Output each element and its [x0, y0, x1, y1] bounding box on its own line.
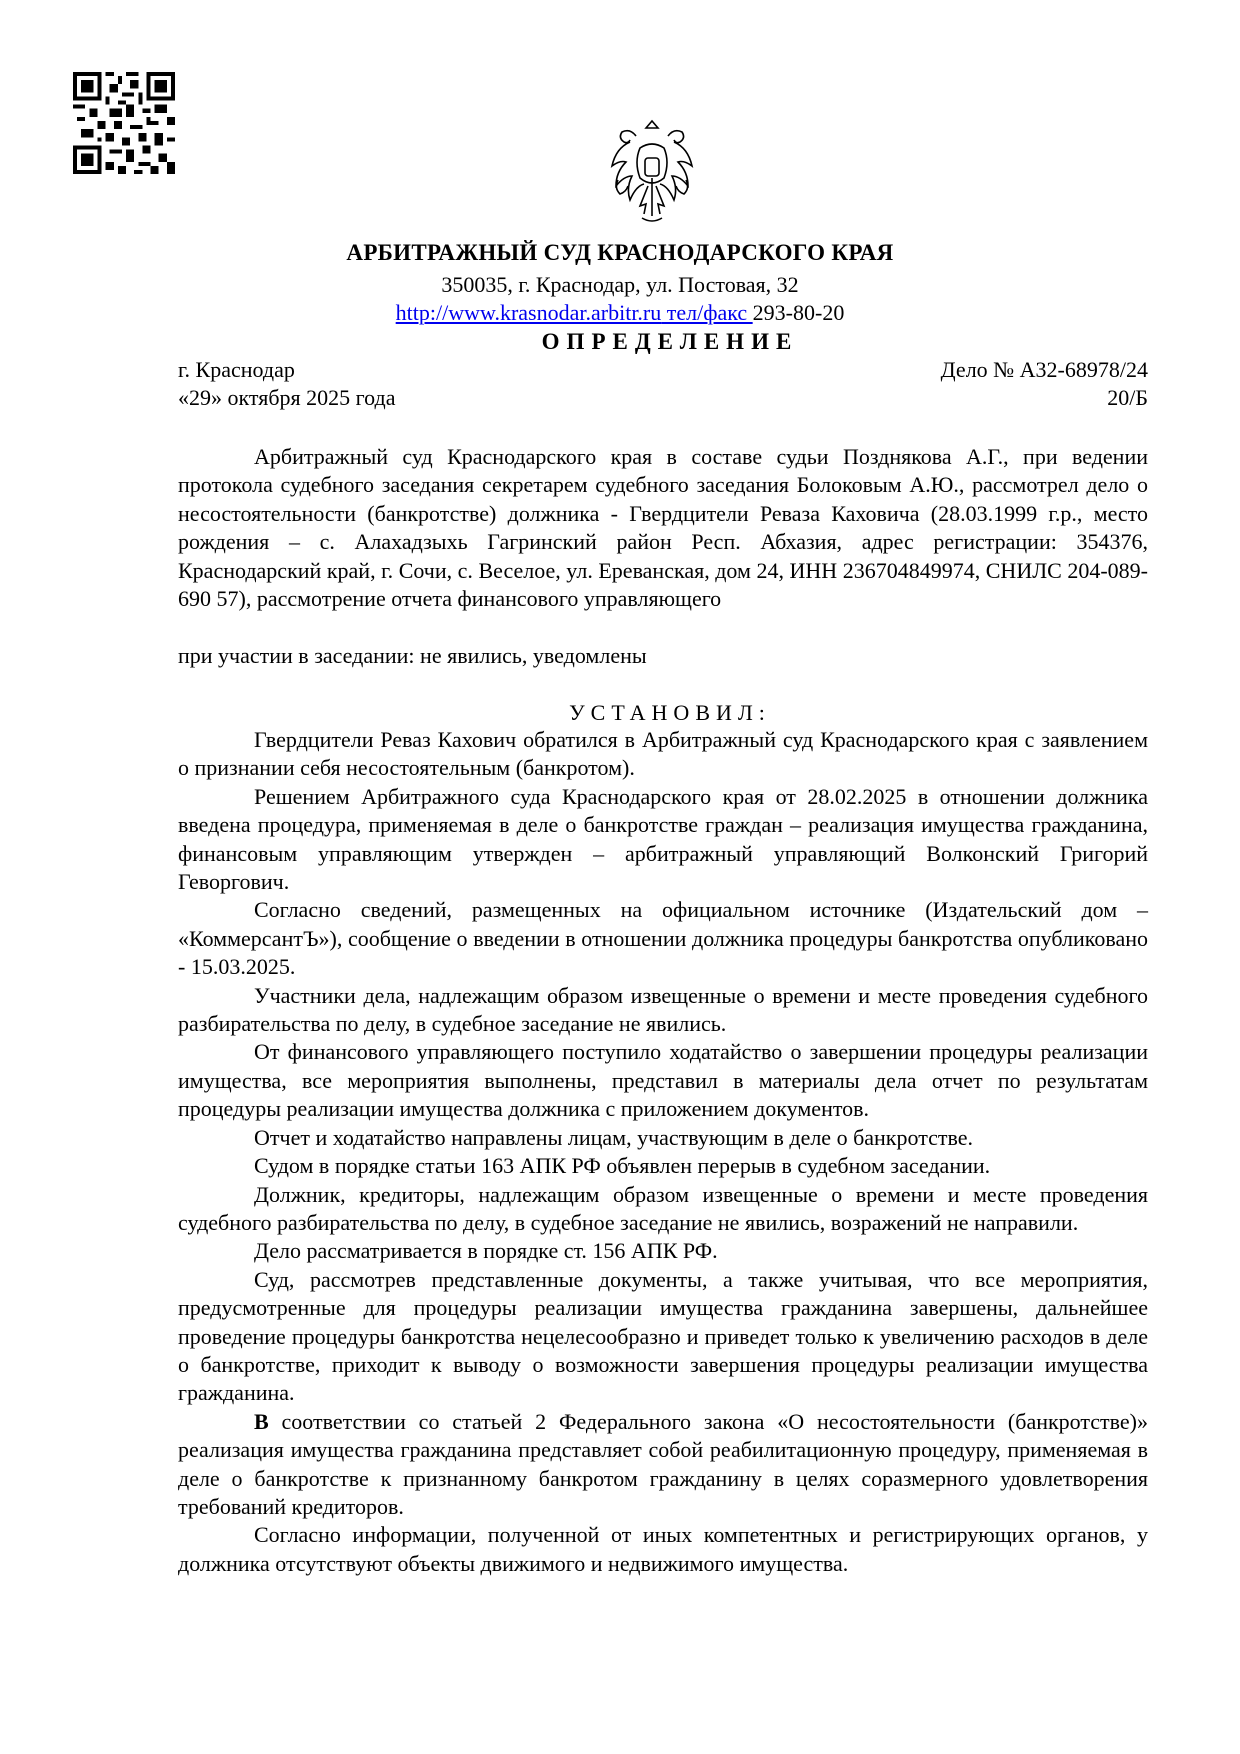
- paragraph: Гвердцители Реваз Кахович обратился в Арбитражный суд Краснодарского края с заявлением о признании себя несостоятельным (банкротом).: [178, 727, 1148, 781]
- paragraph: Отчет и ходатайство направлены лицам, участвующим в деле о банкротстве.: [254, 1124, 973, 1150]
- paragraph: Участники дела, надлежащим образом извещенные о времени и месте проведения судебного разбирательства по делу, в судебное заседание не явились.: [178, 982, 1148, 1037]
- court-address: 350035, г. Краснодар, ул. Постовая, 32: [441, 272, 799, 297]
- paragraph: Согласно информации, полученной от иных компетентных и регистрирующих органов, у должника отсутствуют объекты движимого и недвижимого имущества.: [178, 1522, 1148, 1576]
- intro-paragraph: Арбитражный суд Краснодарского края в составе судьи Позднякова А.Г., при ведении протокола судебного заседания секретарем судебного заседания Болоковым А.Ю., рассмотрел дело о несостоятельности (банкротстве) должника - Гвердцители Реваза Каховича (28.03.1999 г.р., место рождения – с. Алахадзыхь Гагринский район Респ. Абхазия, адрес регистрации: 354376, Краснодарский край, г. Сочи, с. Веселое, ул. Ереванская, дом 24, ИНН 236704849974, СНИЛС 204-089-690 57), рассмотрение отчета финансового управляющего: [178, 444, 1148, 612]
- document-date: «29» октября 2025 года: [178, 385, 396, 410]
- qr-code: [73, 72, 175, 174]
- established-section: [178, 726, 1148, 1578]
- lead-word: В: [254, 1408, 269, 1434]
- paragraph: Судом в порядке статьи 163 АПК РФ объявлен перерыв в судебном заседании.: [254, 1153, 991, 1179]
- paragraph: Решением Арбитражного суда Краснодарского края от 28.02.2025 в отношении должника введена процедура, применяемая в деле о банкротстве граждан – реализация имущества гражданина, финансовым управляющим утвержден – арбитражный управляющий Волконский Григорий Геворгович.: [178, 783, 1148, 895]
- paragraph: Дело рассматривается в порядке ст. 156 АПК РФ.: [254, 1238, 718, 1264]
- paragraph: От финансового управляющего поступило ходатайство о завершении процедуры реализации имущества, все мероприятия выполнены, представил в материалы дела отчет по результатам процедуры реализации имущества должника с приложением документов.: [178, 1039, 1148, 1122]
- document-type-title: ОПРЕДЕЛЕНИЕ: [541, 329, 799, 354]
- case-number-suffix: 20/Б: [1107, 385, 1148, 410]
- coat-of-arms-emblem: [606, 118, 698, 230]
- intro-section: [178, 443, 1148, 613]
- paragraph-law-reference: В соответствии со статьей 2 Федерального закона «О несостоятельности (банкротстве)» реализация имущества гражданина представляет собой реабилитационную процедуру, применяемая в деле о банкротстве к признанному банкротом гражданину в целях соразмерного удовлетворения требований кредиторов.: [178, 1408, 1148, 1519]
- court-name: АРБИТРАЖНЫЙ СУД КРАСНОДАРСКОГО КРАЯ: [346, 240, 894, 265]
- phone-number: 293-80-20: [752, 300, 845, 325]
- established-heading: УСТАНОВИЛ:: [569, 700, 771, 725]
- city: г. Краснодар: [178, 357, 295, 382]
- paragraph: Суд, рассмотрев представленные документы, а также учитывая, что все мероприятия, предусмотренные для процедуры реализации имущества гражданина завершены, дальнейшее проведение процедуры банкротства нецелесообразно и приведет только к увеличению расходов в деле о банкротстве, приходит к выводу о возможности завершения процедуры реализации имущества гражданина.: [178, 1266, 1148, 1406]
- website-link[interactable]: http://www.krasnodar.arbitr.ru тел/факс: [395, 300, 753, 325]
- attendance-line: при участии в заседании: не явились, уведомлены: [178, 643, 647, 668]
- case-number: Дело № А32-68978/24: [940, 357, 1148, 382]
- court-contact: [0, 300, 1240, 326]
- paragraph: Согласно сведений, размещенных на официальном источнике (Издательский дом – «КоммерсантЪ»), сообщение о введении в отношении должника процедуры банкротства опубликовано - 15.03.2025.: [178, 897, 1148, 980]
- paragraph: Должник, кредиторы, надлежащим образом извещенные о времени и месте проведения судебного разбирательства по делу, в судебное заседание не явились, возражений не направили.: [178, 1181, 1148, 1235]
